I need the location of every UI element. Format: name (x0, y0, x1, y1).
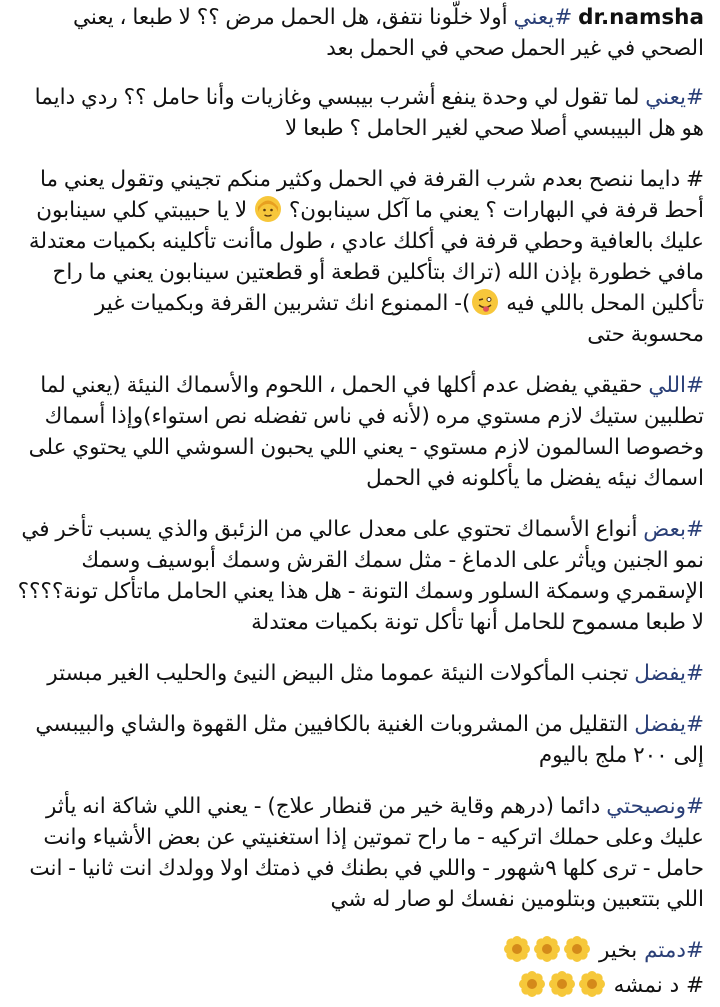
paragraph-text: لا يا حبيبتي كلي سينابون عليك بالعافية وحطي قرفة في أكلك عادي ، طول ماأنت تأكلينه بكميات معتدلة مافي خطورة بإذن الله (تراك بتأكلين قطعة أو قطعتين سينابون يعني ما راح تأكلين المحل باللي فيه (28, 198, 704, 316)
hashtag-link[interactable]: #بعض (643, 517, 704, 542)
blossom-icon (518, 970, 546, 998)
winking-face-tongue-icon (472, 289, 498, 315)
hashtag-link[interactable]: #يعني (645, 85, 704, 110)
paragraph-raw-food (16, 658, 704, 689)
paragraph-text: التقليل من المشروبات الغنية بالكافيين مثل القهوة والشاي والبيبسي إلى ٢٠٠ ملج باليوم (35, 712, 704, 768)
paragraph-text: دائما (درهم وقاية خير من قنطار علاج) - يعني اللي شاكة انه يأثر عليك وعلى حملك اتركيه - ما راح تموتين إذا استغنيتي عن بعض الأشياء وانت حامل - ترى كلها ٩شهور - واللي في بطنك في ذمتك اولا وولدك انت ثانيا - انت اللي بتتعبين وبتلومين نفسك لو صار له شي (29, 794, 704, 912)
paragraph-intro (16, 2, 704, 64)
paragraph-text: لما تقول لي وحدة ينفع أشرب بيبسي وغازيات وأنا حامل ؟؟ ردي دايما هو هل البيبسي أصلا صحي لغير الحامل ؟ طبعا لا (34, 85, 704, 141)
paragraph-advice (16, 791, 704, 915)
hashtag-link[interactable]: #ونصيحتي (606, 794, 704, 819)
paragraph-raw-meat (16, 370, 704, 494)
paragraph-mercury-fish (16, 514, 704, 638)
username-link[interactable]: dr.namsha (578, 5, 704, 30)
signature-text: # د نمشه (613, 973, 704, 998)
paragraph-text: )- الممنوع انك تشربين القرفة وبكميات غير محسوبة حتى (94, 291, 704, 347)
hashtag-link[interactable]: #يعني (513, 5, 573, 30)
blossom-icon (563, 935, 591, 963)
blossom-icon (503, 935, 531, 963)
paragraph-text: تجنب المأكولات النيئة عموما مثل البيض النيئ والحليب الغير مبستر (47, 661, 635, 686)
signoff-text: بخير (599, 938, 645, 963)
blossom-icon (533, 935, 561, 963)
blossom-icon (578, 970, 606, 998)
paragraph-caffeine (16, 709, 704, 771)
paragraph-text: حقيقي يفضل عدم أكلها في الحمل ، اللحوم والأسماك النيئة (يعني لما تطلبين ستيك لازم مستوي مره (لأنه في ناس تفضله نص استواء)وإذا أسماك وخصوصا السالمون لازم مستوي - يعني اللي يحبون السوشي اللي يحتوي على اسماك نيئه يفضل ما يأكلونه في الحمل (28, 373, 704, 491)
paragraph-pepsi (16, 82, 704, 144)
hashtag-link[interactable]: #يفضل (634, 712, 704, 737)
hashtag-link[interactable]: #اللي (648, 373, 704, 398)
signoff-line (16, 935, 704, 966)
blossom-icon (548, 970, 576, 998)
paragraph-text: أولا خلّونا نتفق، هل الحمل مرض ؟؟ لا طبعا ، يعني الصحي في غير الحمل صحي في الحمل بعد (72, 5, 704, 61)
hashtag-link[interactable]: #دمتم (644, 938, 704, 963)
hashtag-link[interactable]: #يفضل (634, 661, 704, 686)
paragraph-cinnamon (16, 164, 704, 350)
signature-line (16, 970, 704, 1001)
paragraph-text: أنواع الأسماك تحتوي على معدل عالي من الزئبق والذي يسبب تأخر في نمو الجنين ويأثر على الدماغ - مثل سمك القرش وسمك أبوسيف وسمك الإسقمري وسمكة السلور وسمك التونة - هل هذا يعني الحامل ماتأكل تونة؟؟؟؟ لا طبعا مسموح للحامل أنها تأكل تونة بكميات معتدلة (17, 517, 704, 635)
woman-tipping-hand-icon (255, 196, 281, 222)
paragraph-text: # دايما ننصح بعدم شرب القرفة في الحمل وكثير منكم تجيني وتقول يعني ما أحط قرفة في البهارات ؟ يعني ما آكل سينابون؟ (39, 167, 704, 223)
